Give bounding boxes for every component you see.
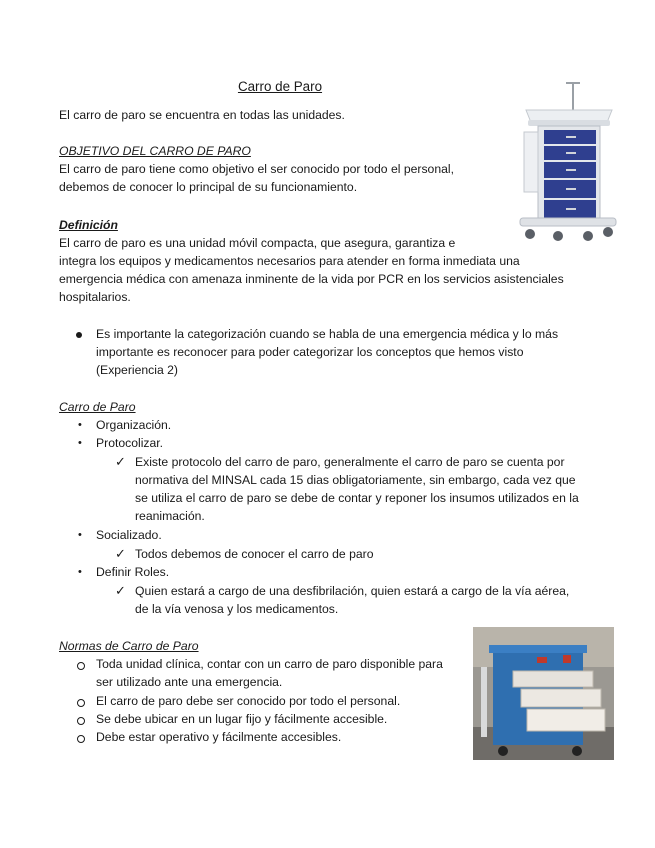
- page-title: Carro de Paro: [237, 79, 323, 94]
- circle-bullet-icon: [77, 662, 85, 670]
- bullet-icon: •: [78, 566, 82, 578]
- roles-line-1: Quien estará a cargo de una desfibrilación, quien estará a cargo de la vía aérea,: [135, 584, 570, 598]
- protocolo-line-4: reanimación.: [135, 509, 205, 523]
- important-line-1: Es importante la categorización cuando se habla de una emergencia médica y lo más: [96, 327, 559, 341]
- circle-bullet-icon: [77, 735, 85, 743]
- circle-bullet-icon: [77, 717, 85, 725]
- carro-item-organizacion: Organización.: [96, 418, 172, 432]
- norma-1-line-1: Toda unidad clínica, contar con un carro de paro disponible para: [96, 657, 443, 671]
- definicion-line-2: integra los equipos y medicamentos necesarios para atender en forma inmediata una: [59, 254, 520, 268]
- definicion-heading: Definición: [59, 218, 118, 232]
- carro-item-protocolizar: Protocolizar.: [96, 436, 164, 450]
- open-drawers-cart-image: [473, 627, 614, 760]
- normas-heading: Normas de Carro de Paro: [59, 639, 199, 653]
- bullet-icon: •: [78, 419, 82, 431]
- definicion-line-3: emergencia médica con amenaza inminente de la vida por PCR en los servicios asistenciales: [59, 272, 564, 286]
- objetivo-line-1: El carro de paro tiene como objetivo el ser conocido por todo el personal,: [59, 162, 454, 176]
- checkmark-icon: ✓: [115, 546, 126, 561]
- carro-item-socializado: Socializado.: [96, 528, 162, 542]
- definicion-line-4: hospitalarios.: [59, 290, 131, 304]
- bullet-icon: •: [78, 529, 82, 541]
- norma-2: El carro de paro debe ser conocido por todo el personal.: [96, 694, 401, 708]
- checkmark-icon: ✓: [115, 583, 126, 598]
- norma-3: Se debe ubicar en un lugar fijo y fácilmente accesible.: [96, 712, 388, 726]
- carro-heading: Carro de Paro: [59, 400, 136, 414]
- socializado-line-1: Todos debemos de conocer el carro de paro: [135, 547, 374, 561]
- bullet-dot-icon: [76, 332, 82, 338]
- norma-1-line-2: ser utilizado ante una emergencia.: [96, 675, 283, 689]
- bullet-icon: •: [78, 437, 82, 449]
- crash-cart-image: [510, 80, 620, 245]
- circle-bullet-icon: [77, 699, 85, 707]
- objetivo-line-2: debemos de conocer lo principal de su funcionamiento.: [59, 180, 358, 194]
- definicion-line-1: El carro de paro es una unidad móvil compacta, que asegura, garantiza e: [59, 236, 456, 250]
- protocolo-line-2: normativa del MINSAL cada 15 dias obligatoriamente, sin embargo, cada vez que: [135, 473, 576, 487]
- carro-item-roles: Definir Roles.: [96, 565, 170, 579]
- protocolo-line-1: Existe protocolo del carro de paro, generalmente el carro de paro se cuenta por: [135, 455, 565, 469]
- intro-text: El carro de paro se encuentra en todas las unidades.: [59, 108, 345, 122]
- objetivo-heading: OBJETIVO DEL CARRO DE PARO: [59, 144, 251, 158]
- important-line-2: importante es reconocer para poder categorizar los conceptos que hemos visto: [96, 345, 524, 359]
- protocolo-line-3: se utiliza el carro de paro se debe de contar y reponer los insumos utilizados en la: [135, 491, 579, 505]
- checkmark-icon: ✓: [115, 454, 126, 469]
- roles-line-2: de la vía venosa y los medicamentos.: [135, 602, 339, 616]
- important-line-3: (Experiencia 2): [96, 363, 178, 377]
- norma-4: Debe estar operativo y fácilmente accesibles.: [96, 730, 342, 744]
